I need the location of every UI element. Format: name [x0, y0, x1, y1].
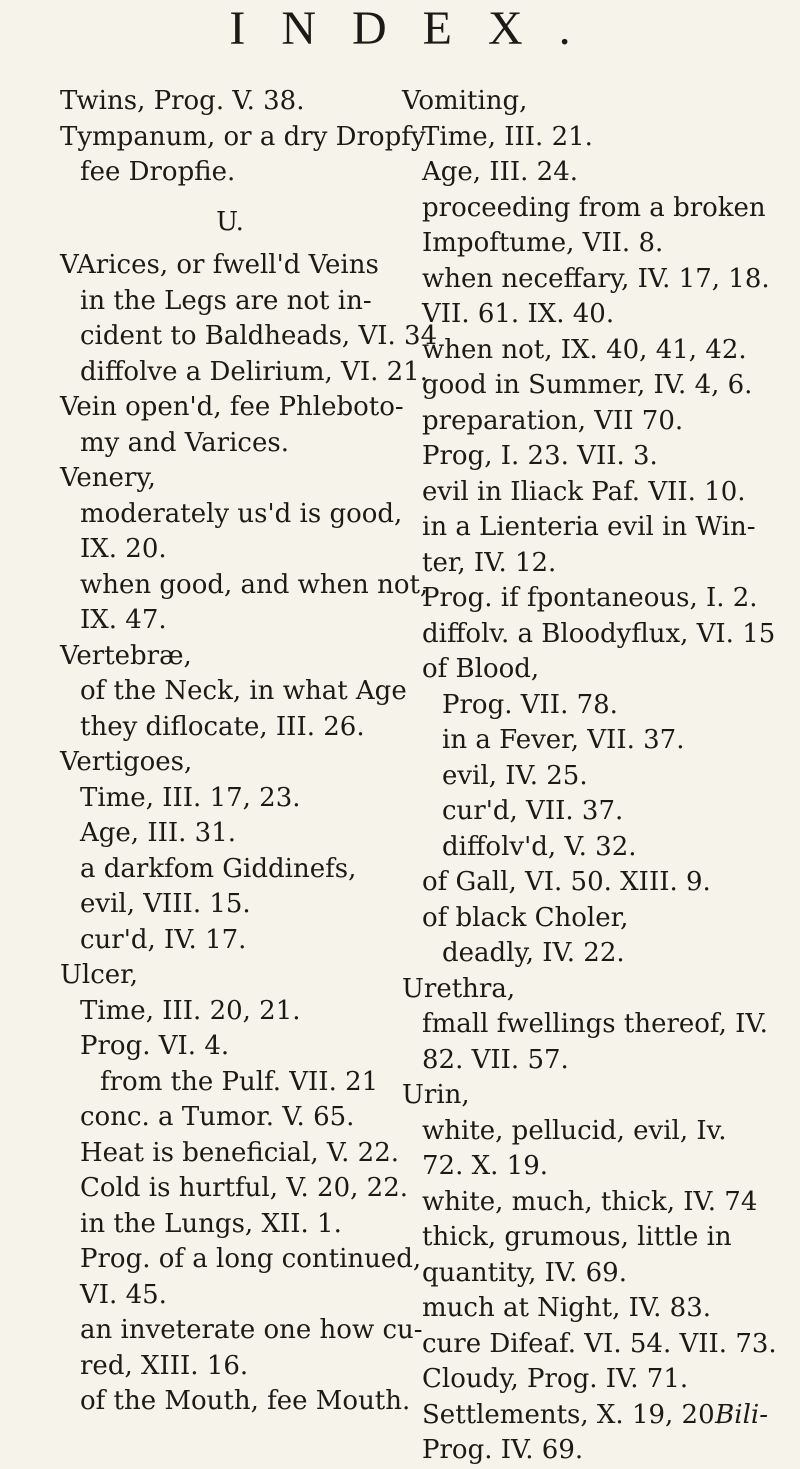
index-entry: Urethra,	[402, 973, 516, 1004]
index-entry: quantity, IV. 69.	[422, 1257, 627, 1288]
index-entry: Prog. if fpontaneous, I. 2.	[422, 583, 758, 613]
index-entry: red, XIII. 16.	[80, 1350, 249, 1381]
index-entry: Cloudy, Prog. IV. 71.	[422, 1364, 689, 1394]
index-entry: cident to Baldheads, VI. 34	[80, 321, 438, 351]
index-entry: Tympanum, or a dry Dropfy	[60, 121, 426, 152]
index-entry: Prog. VI. 4.	[80, 1031, 230, 1061]
index-entry: diffolv'd, V. 32.	[442, 831, 637, 862]
index-entry: good in Summer, IV. 4, 6.	[422, 370, 753, 400]
index-entry: proceeding from a broken	[422, 192, 766, 223]
index-entry: Cold is hurtful, V. 20, 22.	[80, 1173, 408, 1203]
index-entry: evil, IV. 25.	[442, 760, 588, 791]
index-entry: cure Difeaf. VI. 54. VII. 73.	[422, 1328, 777, 1359]
index-entry: thick, grumous, little in	[422, 1222, 732, 1252]
index-entry: Impoftume, VII. 8.	[422, 228, 664, 258]
index-entry: in a Lienteria evil in Win-	[422, 512, 756, 542]
index-entry: ter, IV. 12.	[422, 547, 557, 578]
index-entry: VII. 61. IX. 40.	[422, 299, 615, 329]
index-entry: Vein open'd, fee Phleboto-	[60, 392, 404, 422]
index-entry: evil in Iliack Paf. VII. 10.	[422, 476, 746, 507]
section-letter: U.	[216, 206, 244, 237]
index-entry: of black Choler,	[422, 902, 629, 933]
index-entry: Twins, Prog. V. 38.	[60, 86, 305, 116]
index-entry: of Gall, VI. 50. XIII. 9.	[422, 867, 711, 897]
index-entry: fmall fwellings thereof, IV.	[422, 1009, 768, 1039]
index-entry: 72. X. 19.	[422, 1151, 549, 1181]
index-entry: Prog, I. 23. VII. 3.	[422, 441, 658, 471]
index-entry: Vomiting,	[402, 86, 528, 116]
index-entry: in a Fever, VII. 37.	[442, 725, 685, 755]
page-header: INDEX.	[229, 2, 607, 55]
index-entry: IX. 20.	[80, 534, 167, 564]
index-entry: diffolv. a Bloodyflux, VI. 15	[422, 618, 776, 649]
index-entry: Vertigoes,	[60, 747, 193, 777]
index-entry: Time, III. 20, 21.	[80, 995, 301, 1026]
index-entry: when not, IX. 40, 41, 42.	[422, 334, 747, 365]
index-entry: Age, III. 24.	[422, 157, 579, 187]
index-entry: when neceffary, IV. 17, 18.	[422, 263, 770, 294]
index-entry: conc. a Tumor. V. 65.	[80, 1102, 355, 1132]
index-entry: Ulcer,	[60, 960, 139, 990]
index-entry: Heat is beneficial, V. 22.	[80, 1137, 400, 1168]
index-entry: diffolve a Delirium, VI. 21.	[80, 356, 428, 387]
index-entry: Time, III. 21.	[422, 121, 593, 152]
index-entry: preparation, VII 70.	[422, 405, 684, 436]
index-entry: my and Varices.	[80, 427, 289, 458]
index-entry: VArices, or fwell'd Veins	[60, 250, 379, 280]
index-entry: in the Legs are not in-	[80, 285, 372, 316]
index-entry: they diflocate, III. 26.	[80, 711, 365, 742]
index-entry: Prog. IV. 69.	[422, 1435, 584, 1465]
index-entry: Prog. VII. 78.	[442, 689, 618, 720]
index-entry: an inveterate one how cu-	[80, 1315, 423, 1345]
index-entry: much at Night, IV. 83.	[422, 1293, 711, 1323]
index-entry: white, much, thick, IV. 74	[422, 1186, 758, 1217]
index-entry: Age, III. 31.	[80, 818, 237, 848]
index-entry: moderately us'd is good,	[80, 498, 403, 529]
catchword: Bili-	[715, 1400, 768, 1430]
index-entry: Time, III. 17, 23.	[80, 782, 301, 813]
index-entry: Venery,	[60, 463, 156, 493]
index-entry: of the Mouth, fee Mouth.	[80, 1386, 411, 1416]
index-entry: when good, and when not,	[80, 569, 429, 600]
index-entry: of the Neck, in what Age	[80, 676, 407, 706]
index-entry: white, pellucid, evil, Iv.	[422, 1115, 727, 1146]
index-entry: Vertebræ,	[60, 640, 192, 671]
index-entry: evil, VIII. 15.	[80, 889, 251, 919]
index-entry: IX. 47.	[80, 605, 167, 635]
index-entry: VI. 45.	[80, 1279, 167, 1310]
index-entry: a darkfom Giddinefs,	[80, 853, 357, 884]
index-entry: Urin,	[402, 1080, 470, 1110]
right-column	[402, 84, 797, 1469]
index-entry: deadly, IV. 22.	[442, 938, 625, 968]
index-entry: from the Pulf. VII. 21	[100, 1066, 379, 1097]
index-entry: cur'd, IV. 17.	[80, 924, 247, 955]
index-entry: Prog. of a long continued,	[80, 1244, 422, 1274]
index-entry: of Blood,	[422, 654, 540, 684]
index-entry: fee Dropfie.	[80, 157, 236, 187]
index-entry: 82. VII. 57.	[422, 1044, 569, 1075]
index-entry: in the Lungs, XII. 1.	[80, 1208, 342, 1239]
index-entry: Settlements, X. 19, 20.	[422, 1399, 723, 1430]
index-entry: cur'd, VII. 37.	[442, 796, 624, 826]
